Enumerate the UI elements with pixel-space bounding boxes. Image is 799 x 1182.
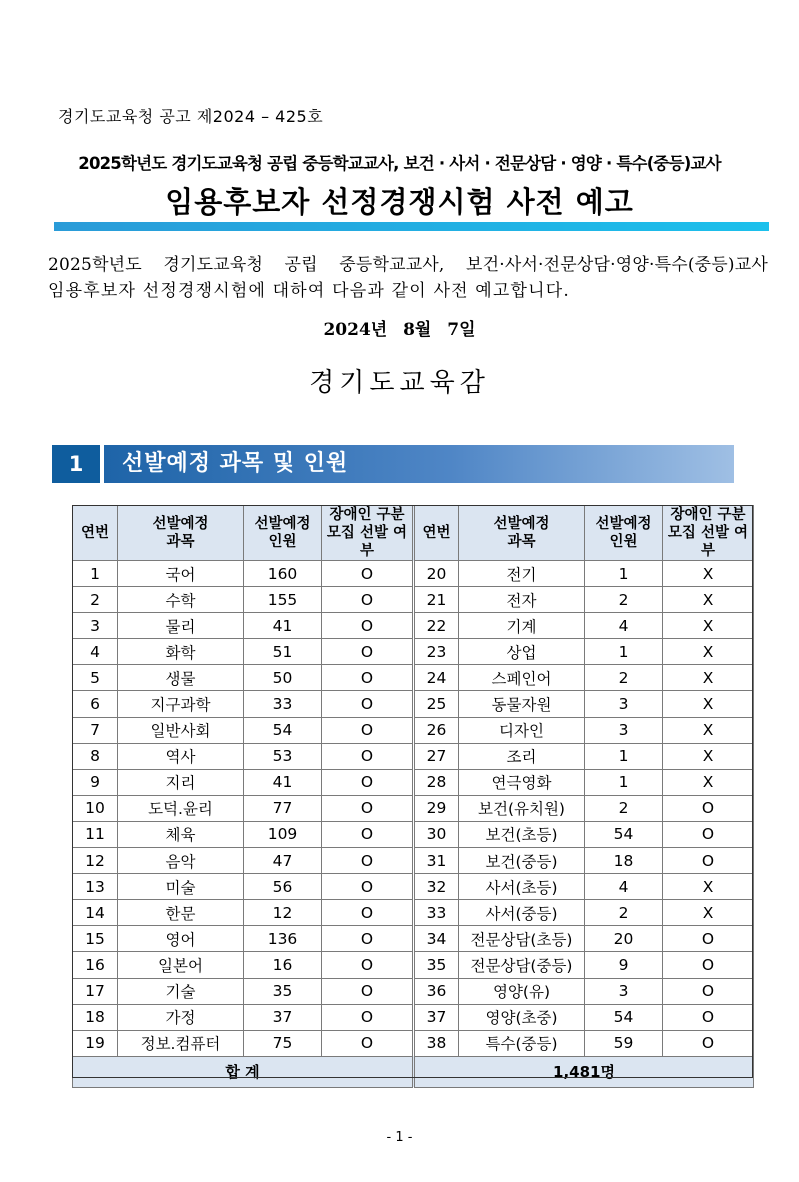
left-no-cell: 5 (73, 665, 118, 691)
right-disabled-cell: O (663, 952, 754, 978)
header-subject-right-line2: 과목 (507, 534, 536, 550)
right-no-cell: 32 (414, 874, 459, 900)
left-subject-cell: 정보.컴퓨터 (118, 1030, 244, 1056)
table-row (73, 1030, 754, 1056)
intro-line-1: 2025학년도 경기도교육청 공립 중등학교교사, 보건·사서·전문상담·영양·특수(중등)교사 (48, 255, 768, 275)
left-no-cell: 6 (73, 691, 118, 717)
right-no-cell: 21 (414, 587, 459, 613)
header-subject (118, 506, 244, 561)
right-disabled-cell: O (663, 821, 754, 847)
right-subject-cell: 전기 (459, 561, 585, 587)
left-disabled-cell: O (322, 978, 414, 1004)
left-disabled-cell: O (322, 639, 414, 665)
right-no-cell: 27 (414, 743, 459, 769)
right-subject-cell: 전문상담(초등) (459, 926, 585, 952)
right-count-cell: 1 (585, 639, 663, 665)
right-no-cell: 28 (414, 769, 459, 795)
right-disabled-cell: X (663, 717, 754, 743)
total-value: 1,481명 (414, 1056, 754, 1087)
right-subject-cell: 특수(중등) (459, 1030, 585, 1056)
title-underline-bar (54, 222, 769, 231)
document-subtitle: 2025학년도 경기도교육청 공립 중등학교교사, 보건 · 사서 · 전문상담 · 영양 · 특수(중등)교사 (78, 154, 721, 173)
left-disabled-cell: O (322, 795, 414, 821)
left-disabled-cell: O (322, 743, 414, 769)
right-count-cell: 1 (585, 743, 663, 769)
left-count-cell: 51 (244, 639, 322, 665)
right-no-cell: 25 (414, 691, 459, 717)
selection-table (72, 505, 754, 1088)
right-subject-cell: 영양(유) (459, 978, 585, 1004)
right-subject-cell: 조리 (459, 743, 585, 769)
header-count-line2: 인원 (268, 534, 297, 550)
left-no-cell: 8 (73, 743, 118, 769)
left-subject-cell: 한문 (118, 900, 244, 926)
left-no-cell: 14 (73, 900, 118, 926)
left-subject-cell: 지리 (118, 769, 244, 795)
table-header-row (73, 506, 754, 561)
table-row (73, 1004, 754, 1030)
right-no-cell: 29 (414, 795, 459, 821)
right-no-cell: 22 (414, 613, 459, 639)
left-no-cell: 9 (73, 769, 118, 795)
right-disabled-cell: X (663, 769, 754, 795)
left-disabled-cell: O (322, 926, 414, 952)
left-no-cell: 19 (73, 1030, 118, 1056)
left-disabled-cell: O (322, 1030, 414, 1056)
right-count-cell: 3 (585, 978, 663, 1004)
table-row (73, 795, 754, 821)
left-disabled-cell: O (322, 952, 414, 978)
header-subject-line2: 과목 (166, 534, 195, 550)
left-count-cell: 109 (244, 821, 322, 847)
left-subject-cell: 미술 (118, 874, 244, 900)
header-disabled-line2: 모집 선발 여부 (326, 525, 408, 559)
header-no: 연번 (73, 506, 118, 561)
left-subject-cell: 일본어 (118, 952, 244, 978)
header-subject-right (459, 506, 585, 561)
right-count-cell: 4 (585, 874, 663, 900)
right-subject-cell: 보건(유치원) (459, 795, 585, 821)
right-no-cell: 31 (414, 848, 459, 874)
right-no-cell: 35 (414, 952, 459, 978)
left-count-cell: 41 (244, 613, 322, 639)
right-count-cell: 9 (585, 952, 663, 978)
table-row (73, 978, 754, 1004)
table-row (73, 743, 754, 769)
left-no-cell: 4 (73, 639, 118, 665)
header-disabled-right (663, 506, 754, 561)
table-row (73, 691, 754, 717)
left-disabled-cell: O (322, 848, 414, 874)
right-no-cell: 33 (414, 900, 459, 926)
header-disabled-right-line1: 장애인 구분 (670, 507, 746, 523)
right-no-cell: 20 (414, 561, 459, 587)
right-subject-cell: 연극영화 (459, 769, 585, 795)
left-no-cell: 17 (73, 978, 118, 1004)
right-no-cell: 37 (414, 1004, 459, 1030)
right-no-cell: 36 (414, 978, 459, 1004)
left-no-cell: 11 (73, 821, 118, 847)
right-count-cell: 54 (585, 821, 663, 847)
intro-paragraph (48, 252, 768, 304)
total-label: 합 계 (73, 1056, 414, 1087)
left-no-cell: 2 (73, 587, 118, 613)
right-no-cell: 24 (414, 665, 459, 691)
table-row (73, 848, 754, 874)
right-subject-cell: 보건(초등) (459, 821, 585, 847)
right-subject-cell: 보건(중등) (459, 848, 585, 874)
right-subject-cell: 디자인 (459, 717, 585, 743)
right-count-cell: 54 (585, 1004, 663, 1030)
left-no-cell: 10 (73, 795, 118, 821)
header-count-line1: 선발예정 (254, 516, 311, 532)
document-title: 임용후보자 선정경쟁시험 사전 예고 (165, 185, 634, 219)
right-subject-cell: 전문상담(중등) (459, 952, 585, 978)
right-disabled-cell: X (663, 561, 754, 587)
left-disabled-cell: O (322, 665, 414, 691)
left-subject-cell: 물리 (118, 613, 244, 639)
total-row (73, 1056, 754, 1087)
left-count-cell: 56 (244, 874, 322, 900)
right-no-cell: 30 (414, 821, 459, 847)
right-count-cell: 18 (585, 848, 663, 874)
table-body (73, 561, 754, 1057)
header-count (244, 506, 322, 561)
left-no-cell: 7 (73, 717, 118, 743)
right-disabled-cell: O (663, 978, 754, 1004)
left-count-cell: 50 (244, 665, 322, 691)
left-count-cell: 54 (244, 717, 322, 743)
left-no-cell: 3 (73, 613, 118, 639)
header-disabled-line1: 장애인 구분 (329, 507, 405, 523)
header-count-right-line2: 인원 (609, 534, 638, 550)
left-disabled-cell: O (322, 1004, 414, 1030)
table-row (73, 561, 754, 587)
left-subject-cell: 음악 (118, 848, 244, 874)
right-disabled-cell: X (663, 874, 754, 900)
right-count-cell: 3 (585, 717, 663, 743)
page-number: - 1 - (386, 1130, 413, 1145)
left-no-cell: 18 (73, 1004, 118, 1030)
left-subject-cell: 영어 (118, 926, 244, 952)
left-disabled-cell: O (322, 769, 414, 795)
left-no-cell: 12 (73, 848, 118, 874)
left-no-cell: 13 (73, 874, 118, 900)
left-disabled-cell: O (322, 587, 414, 613)
table-row (73, 874, 754, 900)
table-row (73, 821, 754, 847)
right-count-cell: 4 (585, 613, 663, 639)
intro-line-2: 임용후보자 선정경쟁시험에 대하여 다음과 같이 사전 예고합니다. (48, 281, 571, 301)
right-count-cell: 2 (585, 665, 663, 691)
header-disabled (322, 506, 414, 561)
left-subject-cell: 기술 (118, 978, 244, 1004)
left-subject-cell: 도덕.윤리 (118, 795, 244, 821)
right-disabled-cell: O (663, 1030, 754, 1056)
left-subject-cell: 국어 (118, 561, 244, 587)
left-subject-cell: 지구과학 (118, 691, 244, 717)
left-subject-cell: 수학 (118, 587, 244, 613)
right-no-cell: 34 (414, 926, 459, 952)
right-disabled-cell: X (663, 691, 754, 717)
left-subject-cell: 일반사회 (118, 717, 244, 743)
left-disabled-cell: O (322, 821, 414, 847)
right-disabled-cell: O (663, 926, 754, 952)
table-row (73, 900, 754, 926)
notice-number: 경기도교육청 공고 제2024 – 425호 (58, 107, 324, 126)
left-count-cell: 136 (244, 926, 322, 952)
table-row (73, 769, 754, 795)
right-subject-cell: 상업 (459, 639, 585, 665)
right-disabled-cell: O (663, 795, 754, 821)
right-count-cell: 3 (585, 691, 663, 717)
left-subject-cell: 가정 (118, 1004, 244, 1030)
right-subject-cell: 영양(초중) (459, 1004, 585, 1030)
right-disabled-cell: X (663, 665, 754, 691)
left-subject-cell: 생물 (118, 665, 244, 691)
right-subject-cell: 동물자원 (459, 691, 585, 717)
right-count-cell: 1 (585, 769, 663, 795)
left-subject-cell: 역사 (118, 743, 244, 769)
left-count-cell: 35 (244, 978, 322, 1004)
left-subject-cell: 화학 (118, 639, 244, 665)
right-subject-cell: 사서(중등) (459, 900, 585, 926)
left-count-cell: 41 (244, 769, 322, 795)
header-no-right: 연번 (414, 506, 459, 561)
right-subject-cell: 사서(초등) (459, 874, 585, 900)
left-count-cell: 16 (244, 952, 322, 978)
right-count-cell: 2 (585, 587, 663, 613)
right-disabled-cell: O (663, 1004, 754, 1030)
table-row (73, 717, 754, 743)
right-disabled-cell: X (663, 613, 754, 639)
left-subject-cell: 체육 (118, 821, 244, 847)
section-title: 선발예정 과목 및 인원 (122, 451, 349, 476)
right-disabled-cell: X (663, 743, 754, 769)
header-count-right (585, 506, 663, 561)
left-disabled-cell: O (322, 900, 414, 926)
left-count-cell: 75 (244, 1030, 322, 1056)
right-count-cell: 2 (585, 900, 663, 926)
left-no-cell: 1 (73, 561, 118, 587)
left-count-cell: 33 (244, 691, 322, 717)
left-count-cell: 77 (244, 795, 322, 821)
left-count-cell: 47 (244, 848, 322, 874)
right-no-cell: 38 (414, 1030, 459, 1056)
table-row (73, 926, 754, 952)
right-disabled-cell: X (663, 639, 754, 665)
left-count-cell: 37 (244, 1004, 322, 1030)
section-number-box: 1 (52, 445, 100, 483)
table-row (73, 587, 754, 613)
header-count-right-line1: 선발예정 (595, 516, 652, 532)
right-count-cell: 20 (585, 926, 663, 952)
header-disabled-right-line2: 모집 선발 여부 (667, 525, 749, 559)
left-disabled-cell: O (322, 691, 414, 717)
right-subject-cell: 기계 (459, 613, 585, 639)
right-count-cell: 2 (585, 795, 663, 821)
right-no-cell: 23 (414, 639, 459, 665)
left-no-cell: 15 (73, 926, 118, 952)
left-disabled-cell: O (322, 874, 414, 900)
left-no-cell: 16 (73, 952, 118, 978)
left-count-cell: 12 (244, 900, 322, 926)
right-count-cell: 1 (585, 561, 663, 587)
table-row (73, 613, 754, 639)
right-count-cell: 59 (585, 1030, 663, 1056)
right-subject-cell: 전자 (459, 587, 585, 613)
notice-date: 2024년 8월 7일 (323, 320, 476, 340)
issuer-name: 경기도교육감 (309, 368, 490, 398)
header-subject-right-line1: 선발예정 (493, 516, 550, 532)
left-disabled-cell: O (322, 717, 414, 743)
left-count-cell: 155 (244, 587, 322, 613)
table-row (73, 952, 754, 978)
table-row (73, 665, 754, 691)
header-subject-line1: 선발예정 (152, 516, 209, 532)
left-disabled-cell: O (322, 613, 414, 639)
left-count-cell: 53 (244, 743, 322, 769)
right-subject-cell: 스페인어 (459, 665, 585, 691)
right-disabled-cell: X (663, 900, 754, 926)
right-disabled-cell: X (663, 587, 754, 613)
table-row (73, 639, 754, 665)
right-no-cell: 26 (414, 717, 459, 743)
left-disabled-cell: O (322, 561, 414, 587)
left-count-cell: 160 (244, 561, 322, 587)
right-disabled-cell: O (663, 848, 754, 874)
